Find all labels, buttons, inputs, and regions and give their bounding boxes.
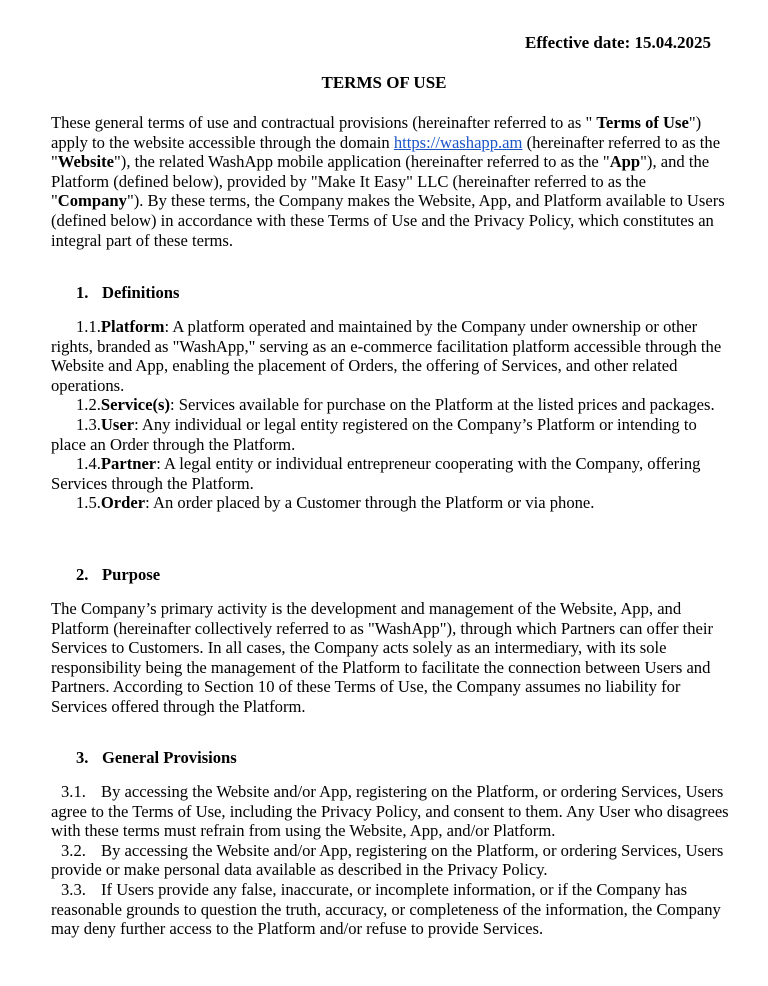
effective-date: Effective date: 15.04.2025: [524, 33, 711, 52]
item-number: 1.2.: [76, 395, 101, 415]
intro-text: "). By these terms, the Company makes the Website, App, and Platform available to Users (defined below) in accordance with these Terms of Use and the Privacy Policy, which constitutes an integral part of these terms.: [51, 191, 725, 250]
section-heading-definitions: [76, 283, 179, 303]
defined-term: Order: [100, 493, 146, 513]
defined-term: Service(s): [100, 395, 170, 415]
item-number: 1.3.: [76, 414, 101, 434]
purpose-paragraph: The Company’s primary activity is the development and management of the Website, App, and Platform (hereinafter collectively referred to as "WashApp"), through which Partners can offer their Services to Customers. In all cases, the Company acts solely as an intermediary, with its sole responsibility being the management of the Platform to facilitate the connection between Users and Partners. According to Section 10 of these Terms of Use, the Company assumes no liability for Services offered through the Platform.: [51, 599, 714, 716]
section-title: Definitions: [102, 283, 180, 302]
section-title: Purpose: [102, 565, 161, 584]
intro-text: ") apply to the website accessible through the domain: [51, 113, 702, 152]
website-link[interactable]: https://washapp.am: [393, 132, 523, 152]
defined-term-terms-of-use: Terms of Use: [596, 113, 689, 132]
section-title: General Provisions: [102, 748, 237, 767]
section-heading-purpose: [76, 565, 160, 585]
intro-text: These general terms of use and contractual provisions (hereinafter referred to as ": [51, 113, 597, 132]
defined-term-website: Website: [57, 152, 115, 172]
definition-item: [51, 493, 731, 513]
defined-term: Partner: [100, 454, 157, 474]
item-number: 1.5.: [76, 493, 101, 513]
provision-item: [51, 880, 731, 939]
item-number: 3.2.: [61, 840, 86, 860]
item-number: 1.1.: [76, 317, 101, 336]
definition-item: [51, 415, 731, 454]
defined-term: User: [100, 414, 135, 434]
defined-term-company: Company: [57, 191, 127, 211]
item-number: 1.4.: [76, 454, 101, 474]
item-number: 3.1.: [61, 782, 86, 801]
section-number: 3.: [76, 748, 89, 767]
intro-text: "), the related WashApp mobile application (hereinafter referred to as the ": [114, 152, 610, 172]
intro-text: (hereinafter referred to as the ": [51, 132, 721, 172]
definition-item: [51, 395, 731, 415]
definition-item: [51, 317, 731, 395]
item-number: 3.3.: [61, 879, 86, 899]
definitions-list: [51, 317, 731, 513]
definition-text: : Any individual or legal entity registered on the Company’s Platform or intending to place an Order through the Platform.: [51, 414, 697, 454]
document-title: TERMS OF USE: [321, 73, 447, 92]
general-provisions-list: [51, 782, 731, 939]
definition-text: : Services available for purchase on the Platform at the listed prices and packages.: [170, 395, 715, 415]
provision-item: [51, 841, 731, 880]
intro-text: "), and the Platform (defined below), provided by "Make It Easy" LLC (hereinafter referred to as the ": [51, 152, 710, 211]
definition-item: [51, 454, 731, 493]
section-number: 1.: [76, 283, 89, 302]
definition-text: : An order placed by a Customer through the Platform or via phone.: [145, 493, 595, 513]
provision-text: By accessing the Website and/or App, registering on the Platform, or ordering Services, Users agree to the Terms of Use, including the Privacy Policy, and consent to them. Any User who disagrees with these terms must refrain from using the Website, App, and/or Platform.: [51, 782, 729, 841]
section-heading-general-provisions: [76, 748, 237, 768]
intro-paragraph: [51, 113, 731, 250]
definition-text: : A legal entity or individual entrepreneur cooperating with the Company, offering Services through the Platform.: [51, 454, 701, 493]
definition-text: : A platform operated and maintained by the Company under ownership or other rights, branded as "WashApp," serving as an e-commerce facilitation platform accessible through the Website and App, enabling the placement of Orders, the offering of Services, and other related operations.: [51, 317, 722, 395]
defined-term-app: App: [609, 152, 641, 172]
provision-text: If Users provide any false, inaccurate, or incomplete information, or if the Company has reasonable grounds to question the truth, accuracy, or completeness of the information, the Company may deny further access to the Platform and/or refuse to provide Services.: [51, 879, 721, 939]
defined-term: Platform: [100, 317, 165, 336]
provision-text: By accessing the Website and/or App, registering on the Platform, or ordering Services, Users provide or make personal data available as described in the Privacy Policy.: [51, 840, 724, 880]
provision-item: [51, 782, 731, 841]
section-number: 2.: [76, 565, 89, 584]
